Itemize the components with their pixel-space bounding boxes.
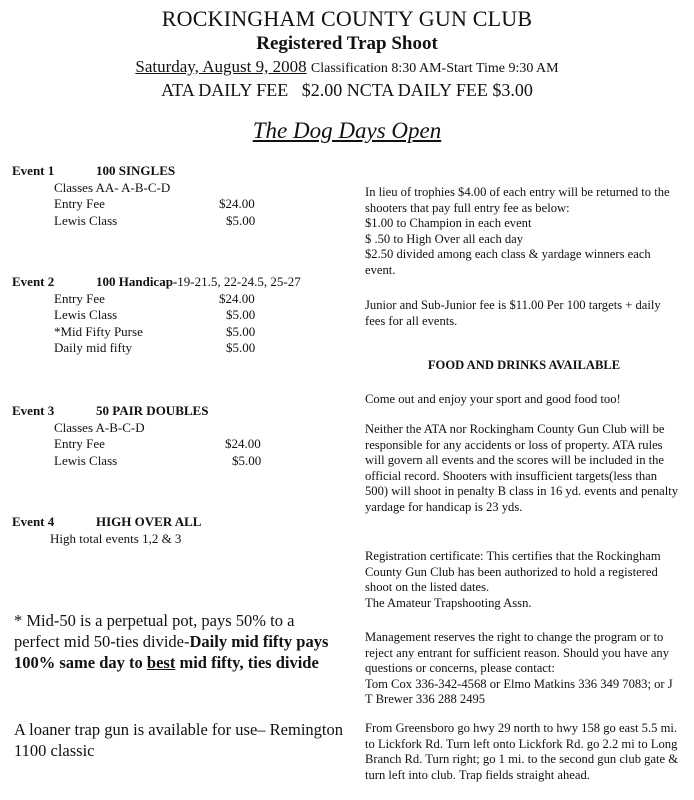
event-title: 50 PAIR DOUBLES	[96, 403, 209, 418]
event-title: HIGH OVER ALL	[96, 514, 202, 529]
club-name: ROCKINGHAM COUNTY GUN CLUB	[161, 6, 533, 31]
fee-line	[12, 307, 301, 324]
daily-mid-fifty-text: Daily mid fifty pays 100% same day to	[14, 632, 329, 672]
event-note: High total events 1,2 & 3	[50, 530, 182, 546]
handicap-yardages: 19-21.5, 22-24.5, 25-27	[177, 274, 301, 289]
event-2	[12, 274, 301, 357]
food-heading: FOOD AND DRINKS AVAILABLE	[427, 358, 621, 372]
event-3	[12, 403, 262, 469]
event-4	[12, 514, 201, 547]
event-1	[12, 163, 256, 229]
payout-champion: $1.00 to Champion in each event	[365, 216, 532, 231]
fee-line	[12, 291, 301, 308]
loaner-gun-note: A loaner trap gun is available for use– Remington 1100 classic	[14, 720, 344, 760]
mid-fifty-note	[14, 610, 334, 673]
fee-amount: $5.00	[226, 307, 256, 322]
event-classes: Classes A-B-C-D	[54, 419, 145, 435]
classification-time: Classification 8:30 AM-Start Time 9:30 AM	[310, 61, 559, 76]
trophy-intro: In lieu of trophies $4.00 of each entry will be returned to the shooters that pay full entry fee as below:	[365, 185, 670, 215]
event-heading	[12, 403, 208, 420]
ata-name: The Amateur Trapshooting Assn.	[365, 595, 532, 610]
fee-line	[12, 452, 262, 470]
daily-fees: ATA DAILY FEE $2.00 NCTA DAILY FEE $3.00	[161, 80, 533, 100]
fee-label: Entry Fee	[54, 196, 105, 211]
fee-amount: $24.00	[219, 196, 255, 211]
registration-text: Registration certificate: This certifies that the Rockingham County Gun Club has been authorized to hold a registered shoot on the listed dates.	[365, 549, 661, 595]
event-title: 100 Handicap-	[96, 274, 178, 289]
fee-amount: $24.00	[225, 436, 261, 451]
fee-label: *Mid Fifty Purse	[54, 323, 143, 339]
event-name: The Dog Days Open	[252, 118, 442, 143]
fee-amount: $5.00	[226, 323, 256, 339]
fee-label: Lewis Class	[54, 307, 118, 322]
liability-rules: Neither the ATA nor Rockingham County Gun Club will be responsible for any accidents or loss of property. ATA rules will govern all events and the scores will be included in the official record. Shooters with insufficient targets(less than 500) will shoot in penalty B class in 16 yd. events and penalty yardage for handicap is 23 yds.	[365, 422, 679, 514]
fee-label: Lewis Class	[54, 452, 118, 468]
event-number: Event 4	[12, 514, 55, 529]
contact-phones: Tom Cox 336-342-4568 or Elmo Matkins 336 349 7083; or J T Brewer 336 288 2495	[365, 676, 673, 707]
date-line	[0, 56, 694, 79]
fee-label: Lewis Class	[54, 212, 118, 228]
fee-line	[12, 340, 301, 357]
fee-amount: $5.00	[232, 452, 262, 468]
fee-amount: $5.00	[226, 212, 256, 228]
fee-amount: $24.00	[219, 290, 255, 306]
junior-fee: Junior and Sub-Junior fee is $11.00 Per 100 targets + daily fees for all events.	[365, 298, 661, 328]
driving-directions: From Greensboro go hwy 29 north to hwy 158 go east 5.5 mi. to Lickfork Rd. Turn left onto Lickfork Rd. go 2.2 mi to Long Branch Rd. Turn right; go 1 mi. to the second gun club gate & turn left into club. Trap fields straight ahead.	[365, 721, 679, 782]
flyer-header	[0, 6, 694, 101]
fee-amount: $5.00	[226, 340, 256, 355]
payout-class-yardage: $2.50 divided among each class & yardage winners each event.	[365, 247, 651, 277]
management-text: Management reserves the right to change the program or to reject any entrant for sufficient reason. Should you have any questions or concerns, please contact:	[365, 630, 670, 676]
registration-certificate	[365, 549, 683, 611]
come-out-text: Come out and enjoy your sport and good food too!	[365, 392, 621, 406]
fee-line	[12, 436, 261, 453]
event-heading	[12, 274, 301, 291]
event-number: Event 1	[12, 163, 55, 178]
fee-label: Entry Fee	[54, 436, 105, 451]
fee-line	[12, 196, 255, 213]
event-title: 100 SINGLES	[96, 163, 176, 178]
best-emphasis: best	[146, 653, 176, 672]
daily-mid-fifty-text-end: mid fifty, ties divide	[175, 653, 319, 672]
payout-high-over-all: $ .50 to High Over all each day	[365, 231, 524, 246]
event-number: Event 2	[12, 274, 55, 289]
event-heading	[12, 163, 175, 180]
fee-line	[12, 212, 256, 230]
mid-fifty-text: * Mid-50 is a perpetual pot, pays 50% to a perfect mid 50-ties divide-	[14, 611, 295, 651]
fee-label: Daily mid fifty	[54, 340, 132, 355]
event-classes: Classes AA- A-B-C-D	[54, 179, 171, 195]
management-contacts	[365, 630, 683, 708]
event-number: Event 3	[12, 403, 55, 418]
fee-label: Entry Fee	[54, 290, 105, 306]
event-heading	[12, 514, 201, 531]
shoot-date: Saturday, August 9, 2008	[135, 57, 307, 76]
fee-line	[12, 324, 301, 341]
shoot-title: Registered Trap Shoot	[256, 33, 438, 54]
trophy-payout-block	[365, 185, 683, 279]
